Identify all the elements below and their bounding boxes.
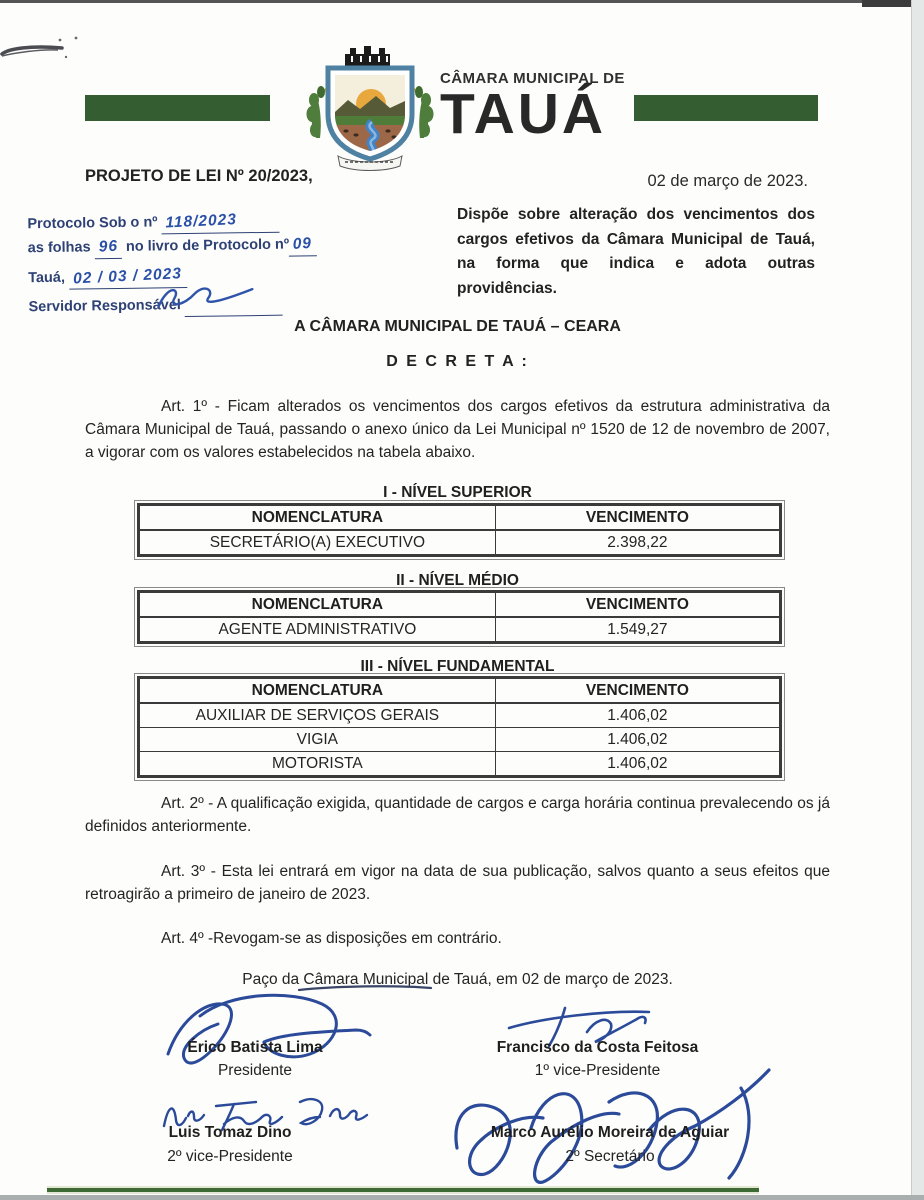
org-name-line2: TAUÁ <box>440 82 607 146</box>
signer-name: Érico Batista Lima <box>187 1039 323 1056</box>
table3-cell-valor-3: 1.406,02 <box>495 752 779 776</box>
table1-cell-cargo: SECRETÁRIO(A) EXECUTIVO <box>140 530 496 555</box>
table3-cell-valor-1: 1.406,02 <box>495 703 779 728</box>
org-name-line1: CÂMARA MUNICIPAL DE <box>440 70 625 87</box>
table1-header-row <box>140 506 780 531</box>
document-title: PROJETO DE LEI Nº 20/2023, <box>85 167 313 185</box>
heading-chamber: A CÂMARA MUNICIPAL DE TAUÁ – CEARA <box>294 318 621 335</box>
footer-green-rule <box>47 1188 759 1192</box>
org-wordmark <box>440 70 660 146</box>
scan-bottom-edge <box>0 1195 924 1200</box>
protocol-stamp <box>27 210 348 321</box>
closing-line: Paço da Câmara Municipal de Tauá, em 02 de março de 2023. <box>242 971 673 988</box>
stamp-line3-value: 02 / 03 / 2023 <box>72 265 183 288</box>
signer-name: Francisco da Costa Feitosa <box>496 1039 699 1056</box>
header-green-bar-right <box>634 95 818 121</box>
stamp-line-1 <box>27 210 347 236</box>
signer-role: Presidente <box>217 1062 293 1079</box>
table3-header-vencimento: VENCIMENTO <box>495 679 779 704</box>
document-date: 02 de março de 2023. <box>647 172 808 190</box>
shield <box>328 68 412 159</box>
table1-header-vencimento: VENCIMENTO <box>495 506 779 531</box>
table2 <box>137 590 782 644</box>
table3-header-row <box>140 679 780 704</box>
branch-left <box>307 86 326 138</box>
table3-cell-valor-2: 1.406,02 <box>495 728 779 752</box>
signer-name: Luis Tomaz Dino <box>168 1124 292 1141</box>
servant-signature <box>148 277 269 319</box>
article-3: Art. 3º - Esta lei entrará em vigor na data de sua publicação, salvos quanto a seus efeitos que retroagirão a primeiro de janeiro de 2023. <box>85 863 830 903</box>
stamp-line-2 <box>28 234 348 260</box>
table-row <box>140 530 780 555</box>
table1-header-nomenclatura: NOMENCLATURA <box>140 506 496 531</box>
stamp-line2-value-a: 96 <box>98 237 119 256</box>
crown-icon <box>345 46 390 66</box>
table1 <box>137 503 782 557</box>
coat-of-arms-logo <box>300 38 440 173</box>
stamp-line3-label: Tauá, <box>28 269 66 287</box>
scan-right-margin <box>911 0 924 1200</box>
table2-cell-valor: 1.549,27 <box>495 617 779 642</box>
table3-cell-cargo-1: AUXILIAR DE SERVIÇOS GERAIS <box>140 703 496 728</box>
table1-cell-valor: 2.398,22 <box>495 530 779 555</box>
stamp-line2-label-b: no livro de Protocolo nº <box>125 236 290 255</box>
table2-header-nomenclatura: NOMENCLATURA <box>140 593 496 618</box>
article-4: Art. 4º -Revogam-se as disposições em contrário. <box>161 930 502 947</box>
table2-header-row <box>140 593 780 618</box>
article-2: Art. 2º - A qualificação exigida, quantidade de cargos e carga horária continua prevalecendo os já definidos anteriormente. <box>85 795 830 835</box>
table3-cell-cargo-3: MOTORISTA <box>140 752 496 776</box>
table2-title: II - NÍVEL MÉDIO <box>396 572 519 589</box>
table3 <box>137 676 782 778</box>
signer-role: 2º Secretário <box>565 1148 655 1165</box>
table3-header-nomenclatura: NOMENCLATURA <box>140 679 496 704</box>
table-row <box>140 752 780 776</box>
table3-cell-cargo-2: VIGIA <box>140 728 496 752</box>
heading-decreta: D E C R E T A : <box>386 353 529 370</box>
table-row <box>140 728 780 752</box>
table-row <box>140 617 780 642</box>
stamp-line2-value-b: 09 <box>292 234 313 253</box>
header-green-bar-left <box>85 95 270 121</box>
signer-role: 1º vice-Presidente <box>534 1062 661 1079</box>
table-row <box>140 703 780 728</box>
table1-title: I - NÍVEL SUPERIOR <box>383 484 532 501</box>
signer-role: 2º vice-Presidente <box>167 1148 293 1165</box>
table2-header-vencimento: VENCIMENTO <box>495 593 779 618</box>
stamp-line1-label: Protocolo Sob o nº <box>27 214 158 233</box>
signer-name: Marco Aurélio Moreira de Aguiar <box>490 1124 730 1141</box>
table3-title: III - NÍVEL FUNDAMENTAL <box>360 658 555 675</box>
stamp-line1-value: 118/2023 <box>165 211 238 232</box>
stamp-line4-label: Servidor Responsável <box>28 297 181 316</box>
branch-right <box>415 86 434 138</box>
ementa-summary: Dispõe sobre alteração dos vencimentos dos cargos efetivos da Câmara Municipal de Tauá, na forma que indica e adota outras providências. <box>457 206 815 297</box>
scan-top-edge <box>0 0 924 3</box>
stamp-line2-label-a: as folhas <box>27 239 91 257</box>
table2-cell-cargo: AGENTE ADMINISTRATIVO <box>140 617 496 642</box>
article-1: Art. 1º - Ficam alterados os vencimentos dos cargos efetivos da estrutura administrativa da Câmara Municipal de Tauá, passando o anexo único da Lei Municipal nº 1520 de 12 de novembro de 2007, a vigorar com os valores estabelecidos na tabela abaixo. <box>85 398 830 461</box>
pen-scribble-mark <box>0 34 95 66</box>
